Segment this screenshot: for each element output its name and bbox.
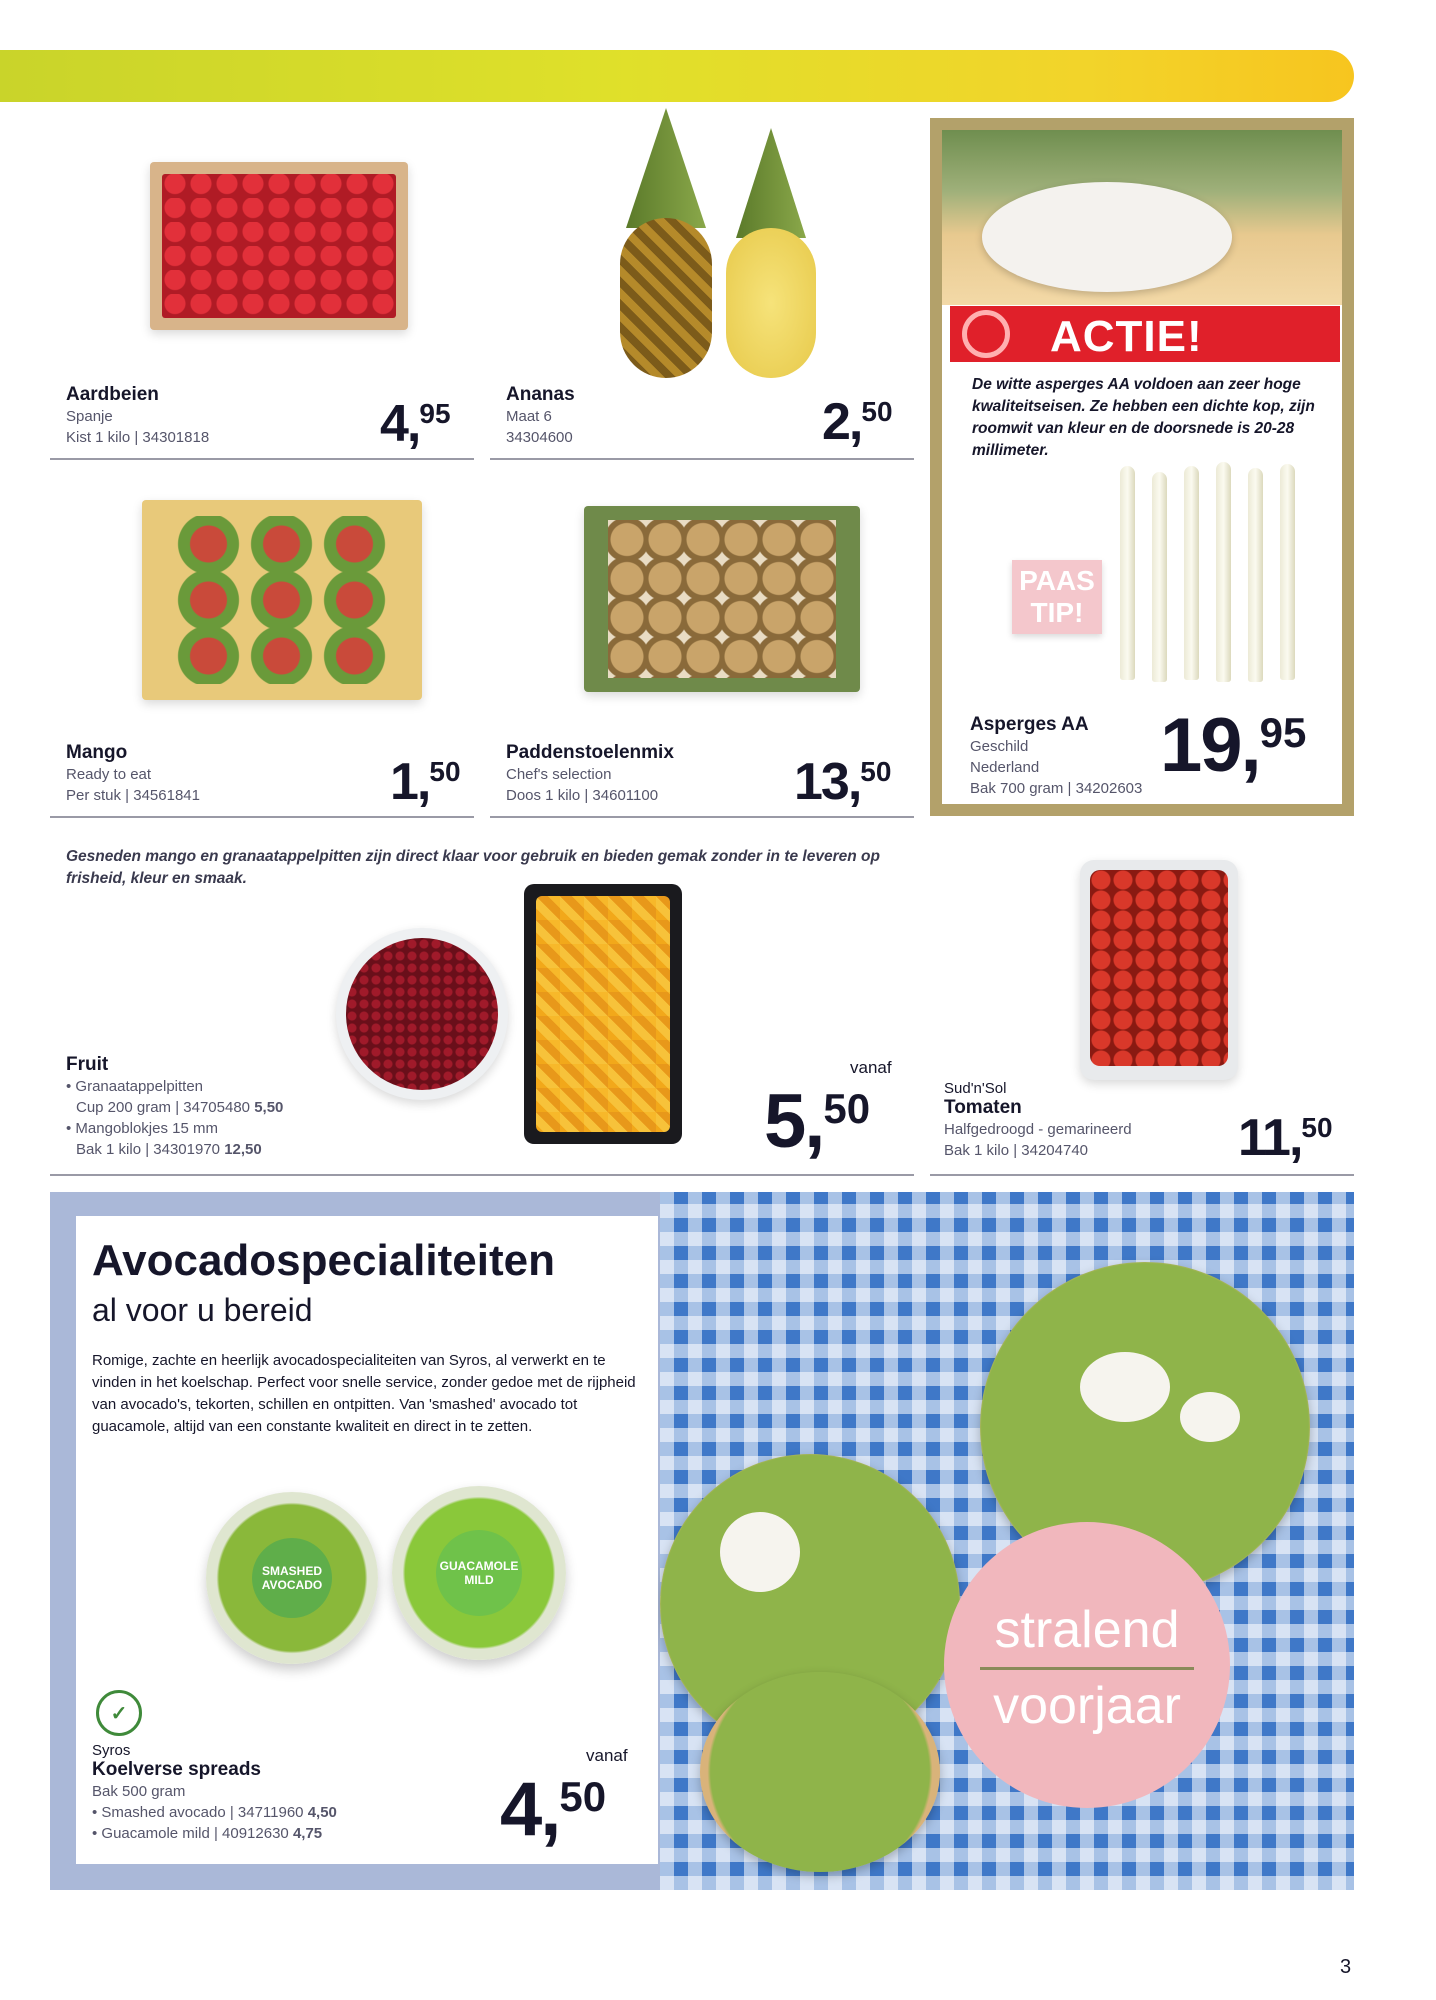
product-packaging: Bak 700 gram | 34202603: [970, 780, 1143, 797]
divider: [930, 1174, 1354, 1176]
price-paddenstoelen: 13,50: [794, 753, 892, 811]
divider: [50, 1174, 914, 1176]
tub-label: GUACAMOLE MILD: [436, 1530, 522, 1616]
product-name: Asperges AA: [970, 714, 1089, 735]
tomatoes-tray-image: [1080, 860, 1238, 1080]
tub-label: SMASHED AVOCADO: [252, 1538, 332, 1618]
product-name: Mango: [66, 742, 128, 763]
product-packaging: Doos 1 kilo | 34601100: [506, 787, 659, 804]
badge-line-2: voorjaar: [993, 1677, 1181, 1735]
product-item-detail: Cup 200 gram | 34705480 5,50: [76, 1099, 284, 1116]
product-item: • Granaatappelpitten: [66, 1078, 204, 1095]
product-asperges: [970, 714, 1142, 799]
product-name: Fruit: [66, 1054, 109, 1075]
avocado-flatbread-photo: [660, 1192, 1354, 1890]
product-ananas: [506, 384, 575, 448]
product-packaging: Kist 1 kilo | 34301818: [66, 429, 210, 446]
divider: [50, 816, 474, 818]
badge-line-1: stralend: [994, 1601, 1180, 1659]
intro-note: Gesneden mango en granaatappelpitten zijn direct klaar voor gebruik en bieden gemak zonder in te leveren op frisheid, kleur en smaak.: [66, 848, 880, 887]
product-item: • Guacamole mild | 40912630 4,75: [92, 1825, 323, 1842]
mango-box-image: [142, 500, 422, 700]
product-name: Paddenstoelenmix: [506, 742, 674, 763]
product-mango: [66, 742, 200, 806]
section-description: Romige, zachte en heerlijk avocadospecialiteiten van Syros, al verwerkt en te vinden in het koelschap. Perfect voor snelle service, zonder gedoe met de rijpheid van avocado's, tekorten, schillen en ontpitten. Van 'smashed' avocado tot guacamole, altijd van een constante kwaliteit en direct in te zetten.: [92, 1352, 636, 1435]
strawberries-image: [150, 162, 408, 330]
product-paddenstoelen: [506, 742, 674, 806]
actie-description: De witte asperges AA voldoen aan zeer hoge kwaliteitseisen. Ze hebben een dichte kop, zijn roomwit van kleur en de doorsnede is 20-28 millimeter.: [972, 376, 1315, 459]
avocado-card: [76, 1216, 658, 1864]
product-code: 34304600: [506, 429, 573, 446]
divider: [490, 458, 914, 460]
price-mango: 1,50: [390, 753, 461, 811]
page-number: 3: [1340, 1956, 1352, 1978]
product-origin: Nederland: [970, 759, 1040, 776]
product-description: Ready to eat: [66, 766, 152, 783]
product-tomaten: [944, 1080, 1132, 1161]
globe-logo-icon: [962, 310, 1010, 358]
product-size: Maat 6: [506, 408, 552, 425]
badge-divider: [980, 1667, 1194, 1670]
smashed-avocado-tub-image: [206, 1492, 378, 1664]
product-description: Halfgedroogd - gemarineerd: [944, 1121, 1132, 1138]
product-prep: Geschild: [970, 738, 1029, 755]
vegetarian-icon: ✓: [96, 1690, 142, 1736]
product-origin: Spanje: [66, 408, 113, 425]
product-name: Aardbeien: [66, 384, 159, 405]
product-name: Ananas: [506, 384, 575, 405]
price-fruit: 5,50: [764, 1079, 871, 1164]
pomegranate-cup-image: [336, 928, 508, 1100]
product-description: Chef's selection: [506, 766, 612, 783]
pineapple-image: [596, 108, 826, 380]
price-tomaten: 11,50: [1238, 1109, 1333, 1167]
product-name: Tomaten: [944, 1097, 1022, 1118]
price-ananas: 2,50: [822, 393, 893, 451]
product-item: • Smashed avocado | 34711960 4,50: [92, 1804, 337, 1821]
price-spreads: 4,50: [500, 1767, 607, 1852]
divider: [490, 816, 914, 818]
product-packaging: Bak 1 kilo | 34204740: [944, 1142, 1089, 1159]
price-aardbeien: 4,95: [380, 395, 451, 453]
product-item-detail: Bak 1 kilo | 34301970 12,50: [76, 1141, 262, 1158]
vanaf-label: vanaf: [586, 1746, 628, 1765]
actie-asperges-box: [930, 118, 1354, 816]
mango-cubes-tray-image: [524, 884, 682, 1144]
top-color-bar: [0, 50, 1354, 102]
product-fruit: [66, 1054, 283, 1160]
product-spreads: [92, 1742, 337, 1844]
actie-title: ACTIE!: [1050, 312, 1203, 361]
section-subtitle: al voor u bereid: [92, 1292, 313, 1328]
mushroom-box-image: [584, 506, 860, 692]
product-packaging: Bak 500 gram: [92, 1783, 186, 1800]
product-brand: Sud'n'Sol: [944, 1080, 1007, 1097]
divider: [50, 458, 474, 460]
product-packaging: Per stuk | 34561841: [66, 787, 200, 804]
product-aardbeien: [66, 384, 209, 448]
product-item: • Mangoblokjes 15 mm: [66, 1120, 218, 1137]
product-brand: Syros: [92, 1742, 131, 1759]
asparagus-dish-photo: [942, 130, 1342, 305]
product-name: Koelverse spreads: [92, 1759, 261, 1780]
vanaf-label: vanaf: [850, 1058, 892, 1077]
section-title: Avocadospecialiteiten: [92, 1236, 555, 1285]
price-asperges: 19,95: [1160, 703, 1307, 788]
stralend-voorjaar-badge: [944, 1522, 1230, 1808]
guacamole-tub-image: [392, 1486, 566, 1660]
actie-banner: [950, 306, 1340, 362]
paas-tip-badge: PAAS TIP!: [1012, 560, 1102, 634]
